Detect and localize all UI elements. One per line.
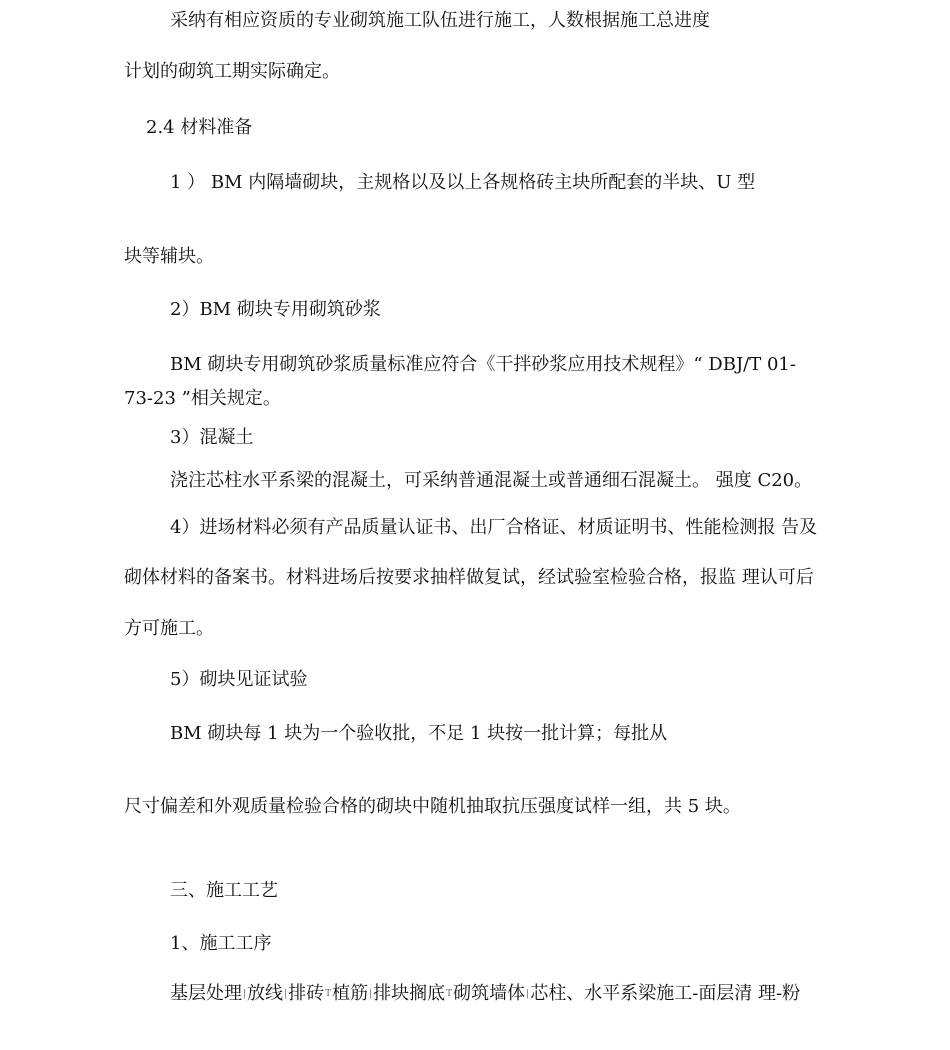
- process-step: 砌筑墙体: [453, 983, 526, 1004]
- paragraph-line: 块等辅块。: [124, 246, 214, 267]
- flow-separator: T: [446, 989, 453, 999]
- flow-separator: |: [284, 989, 288, 999]
- paragraph-line: 计划的砌筑工期实际确定。: [124, 61, 340, 82]
- list-item: 3）混凝土: [170, 427, 254, 448]
- chapter-heading: 三、施工工艺: [170, 880, 278, 901]
- flow-separator: -: [692, 983, 699, 1004]
- process-flow-line: [170, 982, 800, 1006]
- paragraph-line: 采纳有相应资质的专业砌筑施工队伍进行施工，人数根据施工总进度: [170, 10, 710, 31]
- process-step: 排砖: [288, 983, 325, 1004]
- process-step: 排块搁底: [373, 983, 446, 1004]
- flow-separator: |: [243, 989, 247, 999]
- list-item: 5）砌块见证试验: [170, 669, 308, 690]
- flow-separator: T: [325, 989, 332, 999]
- process-step: 植筋: [332, 983, 369, 1004]
- paragraph-line: 方可施工。: [124, 618, 214, 639]
- process-step: 放线: [247, 983, 284, 1004]
- list-item: 1 ） BM 内隔墙砌块，主规格以及以上各规格砖主块所配套的半块、U 型: [170, 172, 756, 193]
- flow-separator: -: [776, 983, 783, 1004]
- paragraph-line: 尺寸偏差和外观质量检验合格的砌块中随机抽取抗压强度试样一组，共 5 块。: [124, 796, 741, 817]
- list-item: 4）进场材料必须有产品质量认证书、出厂合格证、材质证明书、性能检测报 告及: [170, 517, 818, 538]
- paragraph-line: BM 砌块每 1 块为一个验收批，不足 1 块按一批计算；每批从: [170, 723, 668, 744]
- paragraph-line: 砌体材料的备案书。材料进场后按要求抽样做复试，经试验室检验合格，报监 理认可后: [124, 567, 814, 588]
- process-step: 基层处理: [170, 983, 242, 1004]
- paragraph-line: 浇注芯柱水平系梁的混凝土，可采纳普通混凝土或普通细石混凝土。 强度 C20。: [170, 470, 813, 491]
- process-step: 粉: [782, 983, 801, 1004]
- paragraph-line: 73-23 ”相关规定。: [124, 388, 281, 409]
- paragraph-line: BM 砌块专用砌筑砂浆质量标准应符合《干拌砂浆应用技术规程》“ DBJ/T 01-: [170, 354, 796, 375]
- subsection-heading: 1、施工工序: [170, 933, 272, 954]
- section-heading: 2.4 材料准备: [146, 117, 253, 138]
- flow-separator: |: [526, 989, 530, 999]
- flow-separator: |: [369, 989, 373, 999]
- list-item: 2）BM 砌块专用砌筑砂浆: [170, 299, 381, 320]
- process-step: 芯柱、水平系梁施工: [530, 983, 693, 1004]
- process-step: 面层清 理: [698, 983, 777, 1004]
